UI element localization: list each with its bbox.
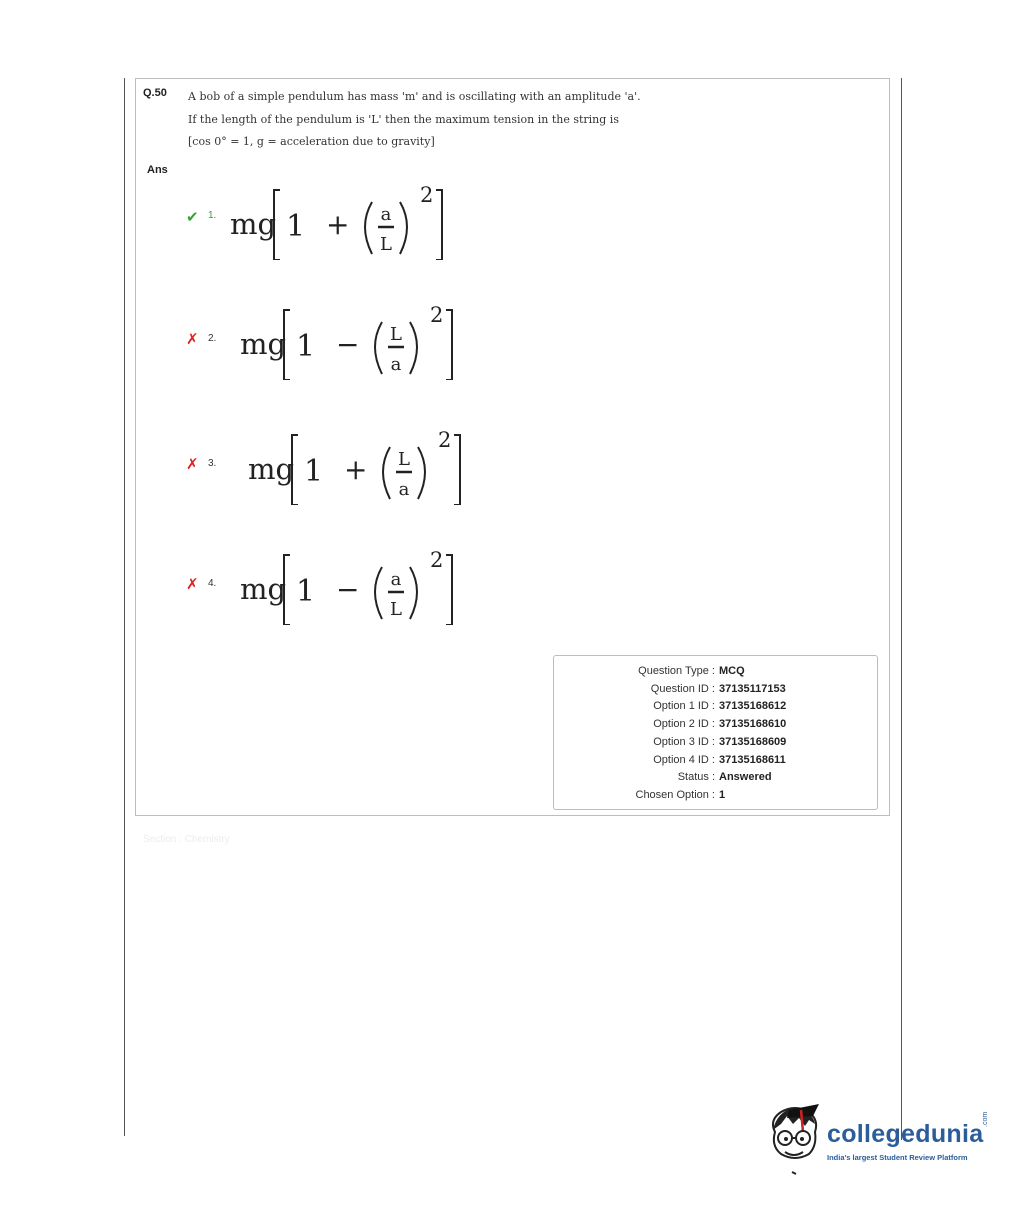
meta-value: Answered bbox=[719, 771, 772, 784]
correct-check-icon: ✔ bbox=[186, 209, 199, 226]
formula-coefficient: mg bbox=[248, 452, 295, 486]
right-bracket bbox=[446, 555, 452, 625]
option-2 bbox=[0, 290, 700, 380]
meta-label: Status : bbox=[677, 771, 715, 784]
meta-row bbox=[554, 734, 877, 750]
formula-one: 1 bbox=[286, 209, 306, 244]
meta-value: 37135117153 bbox=[719, 682, 786, 695]
fraction-numerator: L bbox=[398, 449, 410, 470]
right-paren bbox=[410, 322, 417, 374]
fraction-numerator: a bbox=[380, 204, 392, 225]
meta-value: 37135168609 bbox=[719, 735, 787, 748]
question-line: [cos 0° = 1, g = acceleration due to gravity] bbox=[188, 135, 435, 148]
meta-value: 37135168610 bbox=[719, 718, 787, 731]
wrong-cross-icon: ✗ bbox=[186, 576, 199, 593]
option-number: 1. bbox=[208, 210, 217, 221]
meta-label: Question Type : bbox=[638, 665, 715, 677]
left-bracket bbox=[274, 190, 280, 260]
question-line: If the length of the pendulum is 'L' then the maximum tension in the string is bbox=[188, 112, 619, 126]
meta-value: 37135168611 bbox=[719, 753, 786, 766]
meta-row bbox=[554, 663, 877, 679]
formula-one: 1 bbox=[296, 329, 316, 364]
meta-row bbox=[554, 752, 877, 768]
right-paren bbox=[410, 567, 417, 619]
right-bracket bbox=[436, 190, 442, 260]
option-1 bbox=[0, 170, 700, 260]
formula-coefficient: mg bbox=[230, 207, 277, 241]
formula-one: 1 bbox=[296, 574, 316, 609]
fraction-denominator: a bbox=[398, 479, 410, 500]
right-paren bbox=[400, 202, 407, 254]
option-formula bbox=[228, 170, 468, 260]
right-bracket bbox=[454, 435, 460, 505]
right-paren bbox=[418, 447, 425, 499]
fraction-numerator: a bbox=[390, 569, 402, 590]
brand-tagline: India's largest Student Review Platform bbox=[827, 1153, 968, 1162]
meta-value: MCQ bbox=[719, 665, 745, 677]
fraction-numerator: L bbox=[390, 324, 402, 345]
left-bracket bbox=[284, 555, 290, 625]
meta-row bbox=[554, 787, 877, 803]
meta-label: Option 1 ID : bbox=[653, 700, 715, 713]
question-text bbox=[188, 89, 648, 157]
left-paren bbox=[365, 202, 372, 254]
option-number: 2. bbox=[208, 333, 217, 344]
formula-exponent: 2 bbox=[430, 548, 444, 572]
left-bracket bbox=[292, 435, 298, 505]
option-formula bbox=[246, 415, 486, 505]
brand-suffix: .com bbox=[982, 1111, 989, 1127]
meta-label: Option 3 ID : bbox=[653, 735, 715, 748]
option-3 bbox=[0, 415, 700, 505]
meta-row bbox=[554, 769, 877, 785]
left-bracket bbox=[284, 310, 290, 380]
wrong-cross-icon: ✗ bbox=[186, 331, 199, 348]
meta-row bbox=[554, 698, 877, 714]
formula-sign: − bbox=[336, 328, 360, 361]
left-paren bbox=[383, 447, 390, 499]
formula-coefficient: mg bbox=[240, 327, 287, 361]
formula-exponent: 2 bbox=[430, 303, 444, 327]
left-paren bbox=[375, 567, 382, 619]
question-meta-panel bbox=[553, 655, 878, 810]
brand-name: collegedunia bbox=[827, 1120, 984, 1148]
meta-label: Chosen Option : bbox=[635, 788, 715, 801]
meta-label: Option 4 ID : bbox=[653, 753, 715, 766]
question-number: Q.50 bbox=[143, 87, 167, 99]
meta-row bbox=[554, 681, 877, 697]
right-bracket bbox=[446, 310, 452, 380]
formula-coefficient: mg bbox=[240, 572, 287, 606]
mascot-icon bbox=[765, 1102, 823, 1182]
meta-value: 37135168612 bbox=[719, 700, 787, 713]
option-number: 4. bbox=[208, 578, 217, 589]
meta-label: Question ID : bbox=[650, 682, 715, 695]
fraction-denominator: L bbox=[390, 599, 402, 620]
fraction-denominator: a bbox=[390, 354, 402, 375]
meta-label: Option 2 ID : bbox=[653, 718, 715, 731]
option-number: 3. bbox=[208, 458, 217, 469]
left-paren bbox=[375, 322, 382, 374]
page-right-rule bbox=[901, 78, 902, 1140]
section-watermark: Section : Chemistry bbox=[143, 834, 230, 845]
option-4 bbox=[0, 535, 700, 625]
meta-row bbox=[554, 716, 877, 732]
option-formula bbox=[238, 290, 478, 380]
formula-one: 1 bbox=[304, 454, 324, 489]
formula-sign: + bbox=[344, 453, 368, 486]
option-formula bbox=[238, 535, 478, 625]
collegedunia-logo bbox=[765, 1102, 995, 1182]
meta-value: 1 bbox=[719, 788, 726, 801]
formula-exponent: 2 bbox=[420, 183, 434, 207]
wrong-cross-icon: ✗ bbox=[186, 456, 199, 473]
formula-sign: + bbox=[326, 208, 350, 241]
fraction-denominator: L bbox=[380, 234, 392, 255]
formula-sign: − bbox=[336, 573, 360, 606]
answer-label: Ans bbox=[147, 164, 168, 176]
formula-exponent: 2 bbox=[438, 428, 452, 452]
question-line: A bob of a simple pendulum has mass 'm' and is oscillating with an amplitude 'a'. bbox=[188, 90, 641, 103]
